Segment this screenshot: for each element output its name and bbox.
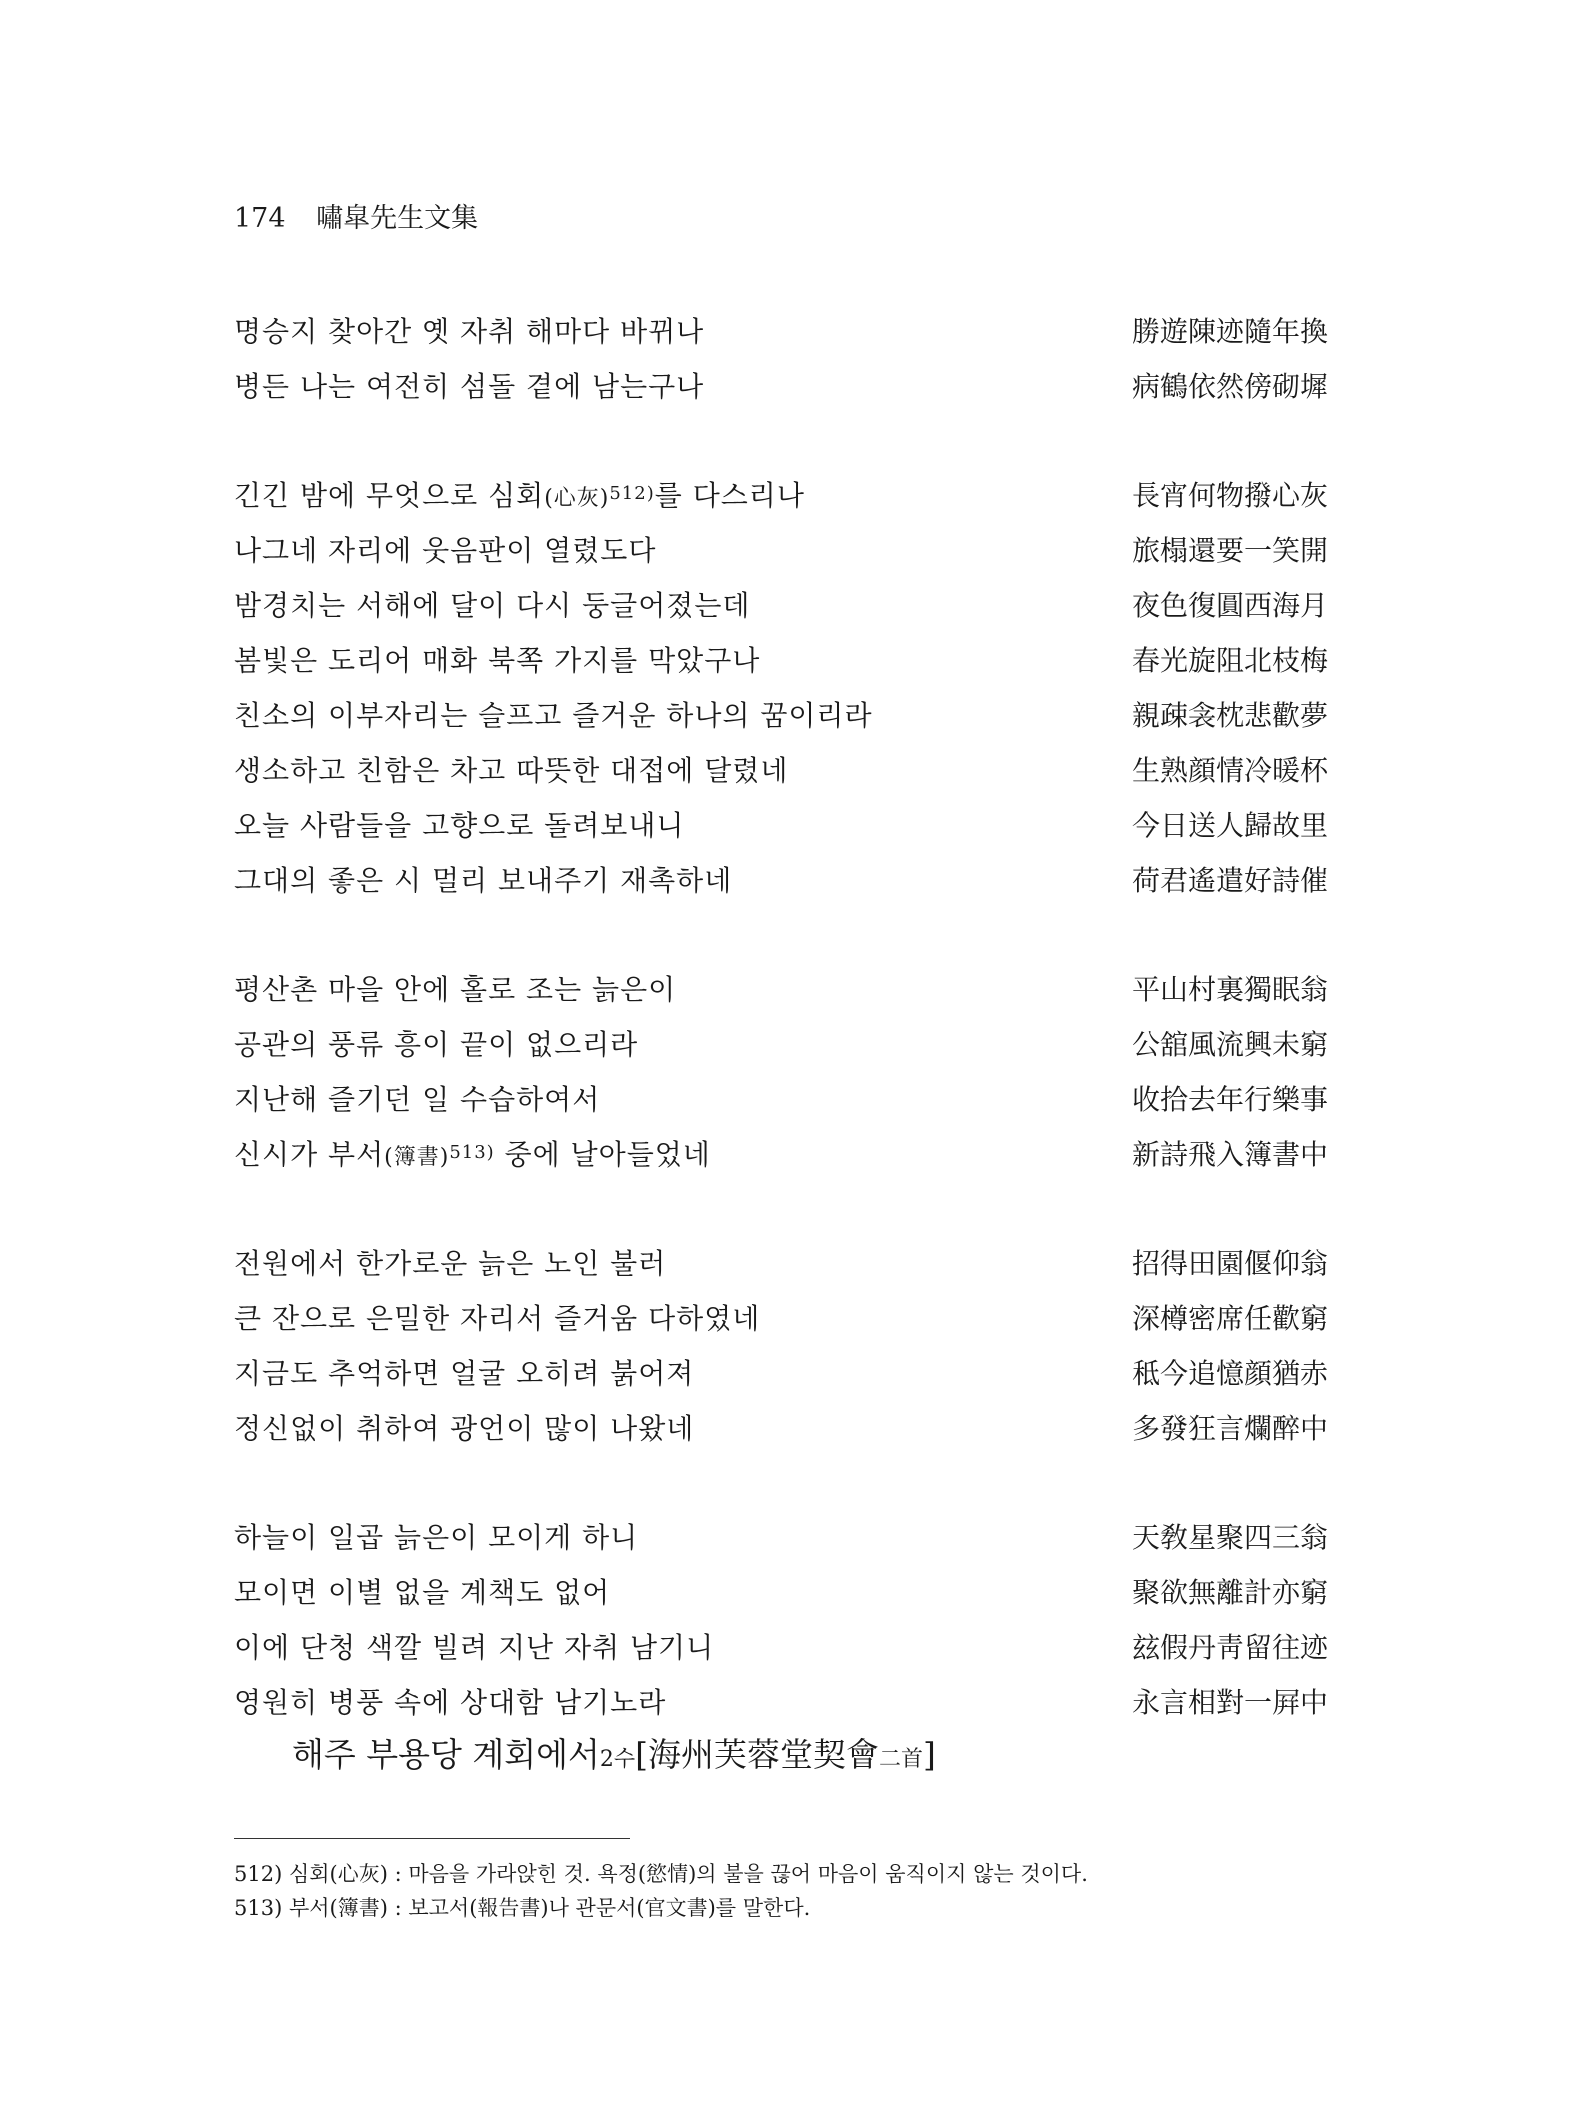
- korean-verse: 명승지 찾아간 옛 자취 해마다 바뀌나: [234, 315, 705, 348]
- korean-verse: [234, 474, 805, 514]
- book-title: 嘯皐先生文集: [316, 203, 479, 234]
- poem-line: [234, 859, 1328, 914]
- footnote-512: 512) 심회(心灰) : 마음을 가라앉힌 것. 욕정(慾情)의 불을 끊어 마음이 움직이지 않는 것이다.: [234, 1862, 1088, 1886]
- poem-line: [234, 310, 1328, 365]
- hanja-verse: 秪今追憶顔猶赤: [1131, 1357, 1328, 1390]
- hanja-verse: 玆假丹靑留往迹: [1131, 1631, 1328, 1664]
- poem-line: [234, 694, 1328, 749]
- hanja-verse: 夜色復圓西海月: [1131, 589, 1328, 622]
- korean-verse: 지금도 추억하면 얼굴 오히려 붉어져: [234, 1357, 695, 1390]
- poem-line: [234, 1297, 1328, 1352]
- korean-verse: 오늘 사람들을 고향으로 돌려보내니: [234, 809, 685, 842]
- poem-line: [234, 529, 1328, 584]
- footnote-ref: 512): [609, 483, 655, 504]
- hanja-verse: 新詩飛入簿書中: [1131, 1138, 1328, 1171]
- hanja-gloss: (心灰): [544, 486, 610, 511]
- hanja-verse: 收拾去年行樂事: [1131, 1083, 1328, 1116]
- verse-text: 긴긴 밤에 무엇으로 심회: [234, 479, 545, 512]
- hanja-verse: 公舘風流興未窮: [1131, 1028, 1328, 1061]
- poem-line: [234, 1516, 1328, 1571]
- hanja-verse: 生熟顔情冷暖杯: [1131, 754, 1328, 787]
- verse-text: 를 다스리나: [654, 479, 805, 512]
- korean-verse: 밤경치는 서해에 달이 다시 둥글어졌는데: [234, 589, 751, 622]
- footnote-divider: [234, 1838, 630, 1839]
- page-number: 174: [234, 203, 286, 234]
- hanja-gloss: (簿書): [384, 1145, 450, 1170]
- poem-line: [234, 749, 1328, 804]
- section-title-count: 2수: [599, 1747, 636, 1772]
- bracket-close: ]: [923, 1735, 936, 1774]
- hanja-verse: 今日送人歸故里: [1131, 809, 1328, 842]
- korean-verse: 나그네 자리에 웃음판이 열렸도다: [234, 534, 657, 567]
- poem-line: [234, 639, 1328, 694]
- korean-verse: 공관의 풍류 흥이 끝이 없으리라: [234, 1028, 639, 1061]
- section-title-hanja: 海州芙蓉堂契會: [648, 1735, 880, 1774]
- hanja-verse: 旅榻還要一笑開: [1131, 534, 1328, 567]
- poem-line: [234, 1242, 1328, 1297]
- hanja-verse: 病鶴依然傍砌墀: [1131, 370, 1328, 403]
- hanja-verse: 永言相對一屛中: [1131, 1686, 1328, 1719]
- poem-line: [234, 474, 1328, 529]
- hanja-verse: 荷君遙遣好詩催: [1131, 864, 1328, 897]
- korean-verse: 영원히 병풍 속에 상대함 남기노라: [234, 1686, 667, 1719]
- hanja-verse: 深樽密席任歡窮: [1131, 1302, 1328, 1335]
- stanza-3: [234, 968, 1328, 1188]
- stanza-2: [234, 474, 1328, 914]
- poem-line: [234, 1078, 1328, 1133]
- korean-verse: 봄빛은 도리어 매화 북쪽 가지를 막았구나: [234, 644, 761, 677]
- hanja-verse: 勝遊陳迹隨年換: [1131, 315, 1328, 348]
- korean-verse: [234, 1133, 711, 1173]
- korean-verse: 생소하고 친함은 차고 따뜻한 대접에 달렸네: [234, 754, 789, 787]
- stanza-1: [234, 310, 1328, 420]
- poem-line: [234, 1626, 1328, 1681]
- page-header: [234, 196, 478, 235]
- korean-verse: 모이면 이별 없을 계책도 없어: [234, 1576, 611, 1609]
- korean-verse: 평산촌 마을 안에 홀로 조는 늙은이: [234, 973, 677, 1006]
- hanja-verse: 春光旋阻北枝梅: [1131, 644, 1328, 677]
- korean-verse: 하늘이 일곱 늙은이 모이게 하니: [234, 1521, 639, 1554]
- korean-verse: 전원에서 한가로운 늙은 노인 불러: [234, 1247, 667, 1280]
- poem-line: [234, 1681, 1328, 1736]
- poem-line: [234, 1352, 1328, 1407]
- hanja-verse: 多發狂言爛醉中: [1131, 1412, 1328, 1445]
- poem-line: [234, 584, 1328, 639]
- bracket-open: [: [635, 1735, 649, 1774]
- verse-text: 신시가 부서: [234, 1138, 385, 1171]
- section-title-hanja-count: 二首: [879, 1747, 924, 1772]
- poem-line: [234, 804, 1328, 859]
- poem-line: [234, 1571, 1328, 1626]
- korean-verse: 이에 단청 색깔 빌려 지난 자취 남기니: [234, 1631, 715, 1664]
- korean-verse: 지난해 즐기던 일 수습하여서: [234, 1083, 601, 1116]
- poem-line: [234, 1407, 1328, 1462]
- korean-verse: 정신없이 취하여 광언이 많이 나왔네: [234, 1412, 695, 1445]
- poem-line: [234, 1023, 1328, 1078]
- korean-verse: 친소의 이부자리는 슬프고 즐거운 하나의 꿈이리라: [234, 699, 873, 732]
- hanja-verse: 平山村裏獨眠翁: [1131, 973, 1328, 1006]
- footnote-ref: 513): [449, 1142, 495, 1163]
- hanja-verse: 聚欲無離計亦窮: [1131, 1576, 1328, 1609]
- poem-line: [234, 365, 1328, 420]
- section-title-korean: 해주 부용당 계회에서: [292, 1735, 600, 1774]
- stanza-4: [234, 1242, 1328, 1462]
- section-title: [292, 1729, 936, 1776]
- poem-line: [234, 968, 1328, 1023]
- poem-line: [234, 1133, 1328, 1188]
- hanja-verse: 招得田園偃仰翁: [1131, 1247, 1328, 1280]
- hanja-verse: 長宵何物撥心灰: [1131, 479, 1328, 512]
- korean-verse: 그대의 좋은 시 멀리 보내주기 재촉하네: [234, 864, 733, 897]
- hanja-verse: 天敎星聚四三翁: [1131, 1521, 1328, 1554]
- hanja-verse: 親疎衾枕悲歡夢: [1131, 699, 1328, 732]
- verse-text: 중에 날아들었네: [494, 1138, 711, 1171]
- korean-verse: 큰 잔으로 은밀한 자리서 즐거움 다하였네: [234, 1302, 761, 1335]
- korean-verse: 병든 나는 여전히 섬돌 곁에 남는구나: [234, 370, 705, 403]
- stanza-5: [234, 1516, 1328, 1736]
- footnote-513: 513) 부서(簿書) : 보고서(報告書)나 관문서(官文書)를 말한다.: [234, 1896, 811, 1920]
